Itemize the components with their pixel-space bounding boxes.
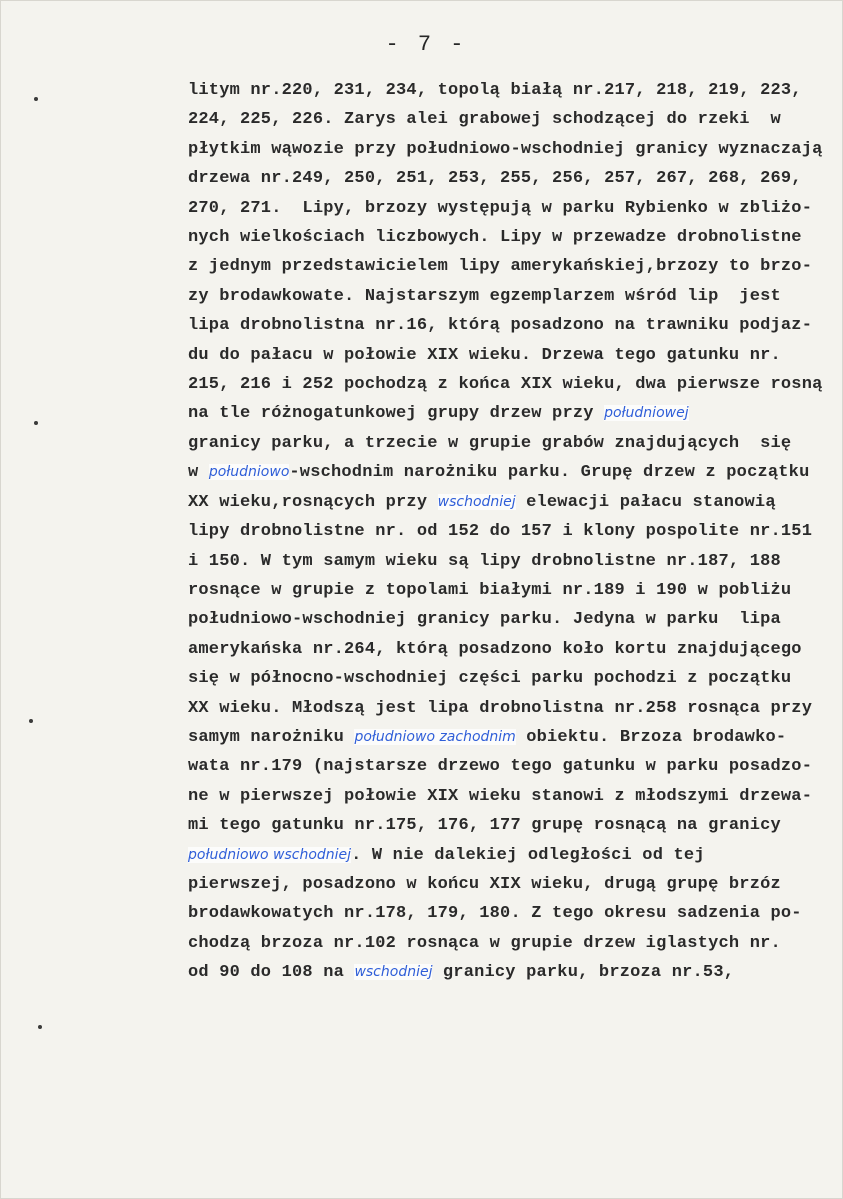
text-line: chodzą brzoza nr.102 rosnąca w grupie drzew iglastych nr. (188, 933, 781, 953)
text-line: mi tego gatunku nr.175, 176, 177 grupę rosnącą na granicy (188, 816, 781, 836)
body-text (188, 76, 828, 988)
margin-dot-3 (29, 719, 33, 723)
margin-dot-1 (34, 97, 38, 101)
text-segment: w (188, 463, 209, 483)
text-segment: granicy parku, brzoza nr.53, (432, 963, 735, 983)
text-line: ne w pierwszej połowie XIX wieku stanowi z młodszymi drzewa- (188, 786, 813, 806)
handwritten-correction: południowej (604, 405, 689, 422)
text-line: nych wielkościach liczbowych. Lipy w przewadze drobnolistne (188, 228, 802, 248)
text-line: granicy parku, a trzecie w grupie grabów znajdujących się (188, 433, 792, 453)
text-line (188, 841, 828, 870)
handwritten-correction: wschodniej (437, 493, 516, 510)
text-segment: na tle różnogatunkowej grupy drzew przy (188, 404, 605, 424)
margin-dot-4 (38, 1025, 42, 1029)
text-line: 224, 225, 226. Zarys alei grabowej schodzącej do rzeki w (188, 110, 781, 130)
text-segment: obiektu. Brzoza brodawko- (515, 727, 787, 747)
text-line: i 150. W tym samym wieku są lipy drobnolistne nr.187, 188 (188, 551, 781, 571)
text-segment: . W nie dalekiej odległości od tej (351, 845, 705, 865)
text-line: 215, 216 i 252 pochodzą z końca XIX wieku, dwa pierwsze rosną (188, 375, 823, 395)
text-line: zy brodawkowate. Najstarszym egzemplarzem wśród lip jest (188, 286, 781, 306)
text-line: wata nr.179 (najstarsze drzewo tego gatunku w parku posadzo- (188, 757, 813, 777)
handwritten-correction: południowo wschodniej (188, 846, 352, 863)
text-line: du do pałacu w połowie XIX wieku. Drzewa tego gatunku nr. (188, 345, 781, 365)
text-line: się w północno-wschodniej części parku pochodzi z początku (188, 669, 792, 689)
text-line: drzewa nr.249, 250, 251, 253, 255, 256, 257, 267, 268, 269, (188, 169, 802, 189)
text-line: południowo-wschodniej granicy parku. Jedyna w parku lipa (188, 610, 781, 630)
text-line: lipa drobnolistna nr.16, którą posadzono na trawniku podjaz- (188, 316, 813, 336)
text-line (188, 723, 828, 752)
text-line: amerykańska nr.264, którą posadzono koło kortu znajdującego (188, 639, 802, 659)
text-segment: XX wieku,rosnących przy (188, 492, 438, 512)
text-line (188, 458, 828, 487)
page-number: - 7 - (385, 32, 467, 57)
text-segment: samym narożniku (188, 727, 355, 747)
text-segment: -wschodnim narożniku parku. Grupę drzew z początku (289, 463, 810, 483)
text-line: płytkim wąwozie przy południowo-wschodniej granicy wyznaczają (188, 139, 823, 159)
text-line (188, 488, 828, 517)
text-line: lipy drobnolistne nr. od 152 do 157 i klony pospolite nr.151 (188, 522, 813, 542)
handwritten-correction: południowo (208, 464, 290, 481)
text-line: brodawkowatych nr.178, 179, 180. Z tego okresu sadzenia po- (188, 904, 802, 924)
margin-dot-2 (34, 421, 38, 425)
handwritten-correction: południowo zachodnim (354, 728, 516, 745)
text-line (188, 399, 828, 428)
text-line: z jednym przedstawicielem lipy amerykańskiej,brzozy to brzo- (188, 257, 813, 277)
text-line: 270, 271. Lipy, brzozy występują w parku Rybienko w zbliżo- (188, 198, 813, 218)
text-line: rosnące w grupie z topolami białymi nr.189 i 190 w pobliżu (188, 580, 792, 600)
text-line: XX wieku. Młodszą jest lipa drobnolistna nr.258 rosnąca przy (188, 698, 813, 718)
text-segment: elewacji pałacu stanowią (515, 492, 776, 512)
text-segment: od 90 do 108 na (188, 963, 355, 983)
text-line: pierwszej, posadzono w końcu XIX wieku, drugą grupę brzóz (188, 874, 781, 894)
handwritten-correction: wschodniej (354, 964, 433, 981)
text-line: litym nr.220, 231, 234, topolą białą nr.217, 218, 219, 223, (188, 81, 802, 100)
text-line (188, 958, 828, 987)
